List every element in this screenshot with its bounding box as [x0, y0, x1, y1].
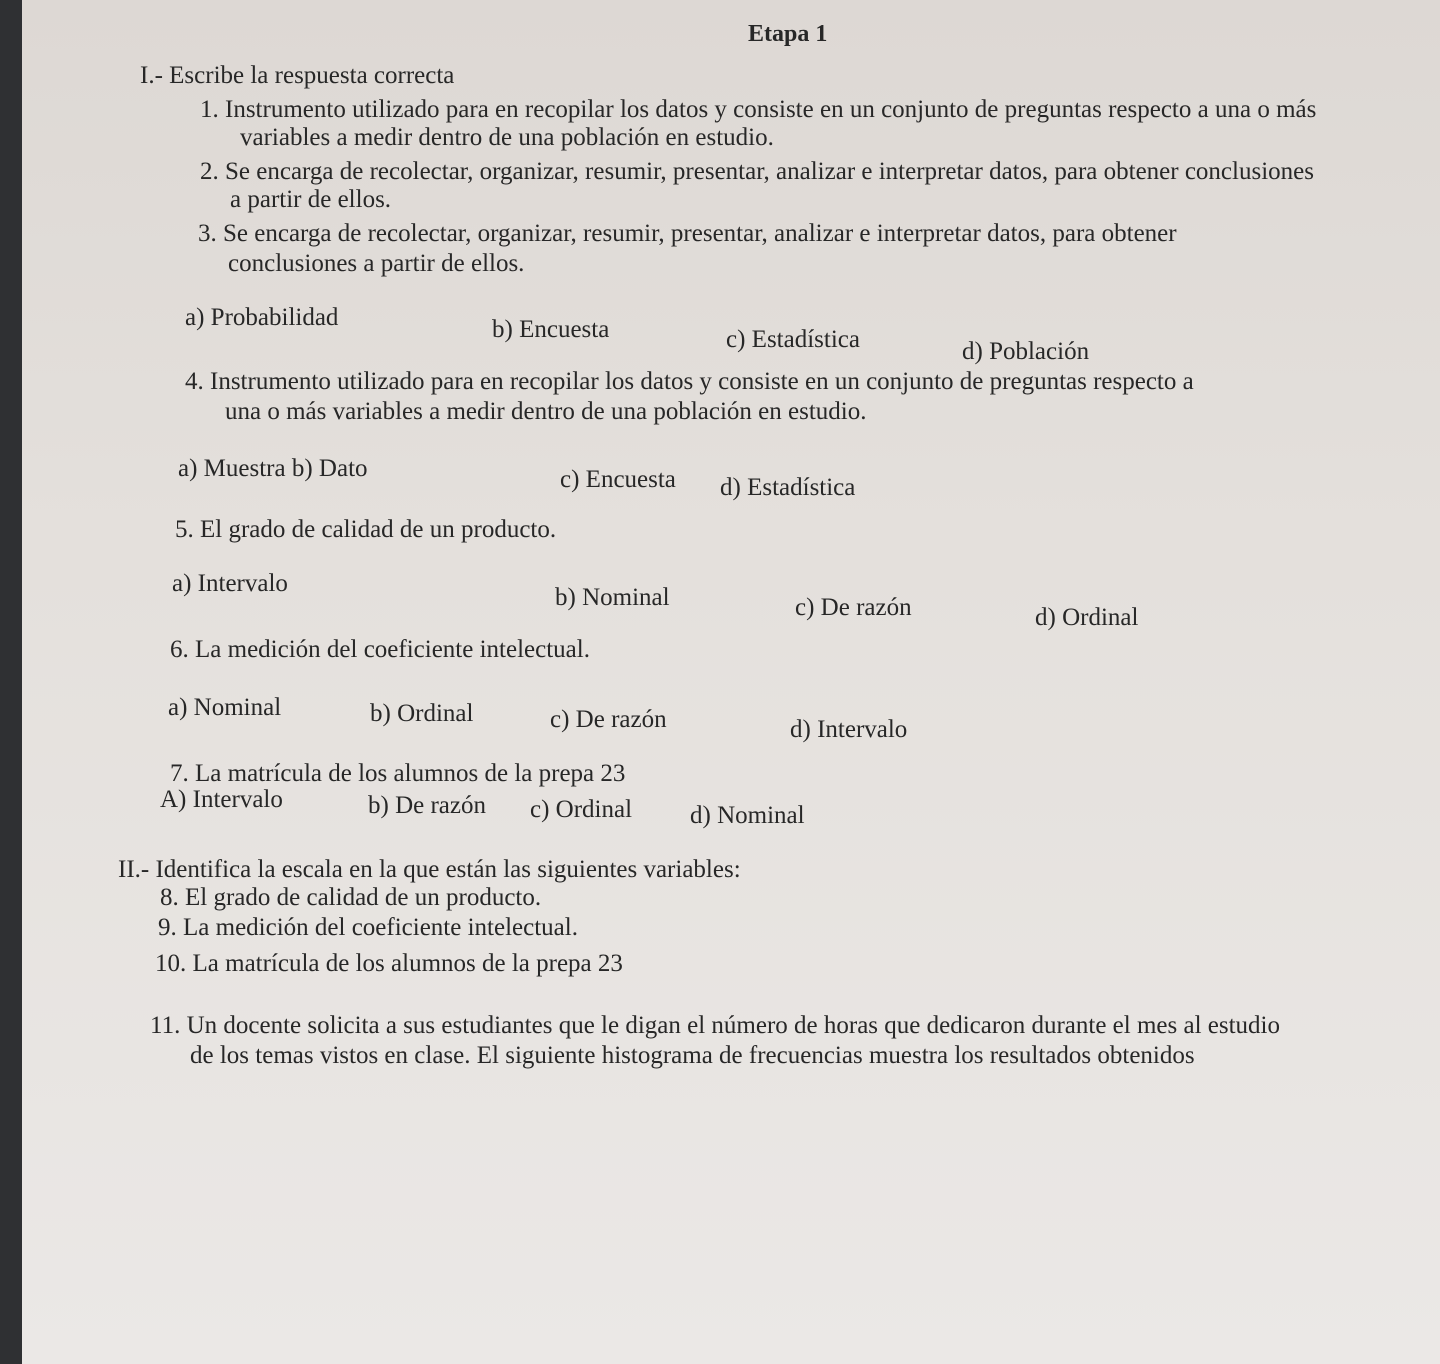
option-5-d: d) Ordinal: [1035, 604, 1139, 631]
section-2-heading: II.- Identifica la escala en la que están las siguientes variables:: [118, 856, 741, 883]
question-5: 5. El grado de calidad de un producto.: [175, 516, 557, 543]
option-5-a: a) Intervalo: [172, 570, 288, 597]
question-11-line-1: 11. Un docente solicita a sus estudiantes que le digan el número de horas que dedicaron durante el mes al estudio: [150, 1012, 1280, 1039]
question-4-line-1: 4. Instrumento utilizado para en recopilar los datos y consiste en un conjunto de preguntas respecto a: [185, 368, 1194, 395]
question-1-line-1: 1. Instrumento utilizado para en recopilar los datos y consiste en un conjunto de preguntas respecto a una o más: [200, 96, 1317, 123]
option-6-a: a) Nominal: [168, 694, 282, 721]
question-3-line-1: 3. Se encarga de recolectar, organizar, resumir, presentar, analizar e interpretar datos, para obtener: [198, 220, 1177, 247]
question-10: 10. La matrícula de los alumnos de la prepa 23: [155, 950, 623, 977]
option-1-c: c) Estadística: [726, 326, 860, 353]
question-2-line-1: 2. Se encarga de recolectar, organizar, resumir, presentar, analizar e interpretar datos, para obtener conclusiones: [200, 158, 1314, 185]
option-7-a: A) Intervalo: [160, 786, 283, 813]
option-5-b: b) Nominal: [555, 584, 670, 611]
option-1-d: d) Población: [962, 338, 1090, 365]
option-7-c: c) Ordinal: [530, 796, 633, 823]
option-4-d: d) Estadística: [720, 474, 856, 501]
option-4-ab: a) Muestra b) Dato: [178, 455, 368, 482]
option-4-c: c) Encuesta: [560, 466, 676, 493]
question-7: 7. La matrícula de los alumnos de la prepa 23: [170, 760, 626, 787]
question-3-line-2: conclusiones a partir de ellos.: [228, 250, 525, 277]
option-6-b: b) Ordinal: [370, 700, 474, 727]
option-1-a: a) Probabilidad: [185, 304, 339, 331]
option-6-d: d) Intervalo: [790, 716, 908, 743]
question-11-line-2: de los temas vistos en clase. El siguiente histograma de frecuencias muestra los resultados obtenidos: [190, 1042, 1195, 1069]
question-1-line-2: variables a medir dentro de una población en estudio.: [240, 124, 774, 151]
section-1-heading: I.- Escribe la respuesta correcta: [140, 62, 455, 89]
option-7-b: b) De razón: [368, 792, 486, 819]
page-title: Etapa 1: [748, 21, 828, 47]
option-6-c: c) De razón: [550, 706, 667, 733]
question-8: 8. El grado de calidad de un producto.: [160, 884, 542, 911]
question-4-line-2: una o más variables a medir dentro de una población en estudio.: [225, 398, 867, 425]
option-7-d: d) Nominal: [690, 802, 805, 829]
option-5-c: c) De razón: [795, 594, 912, 621]
question-2-line-2: a partir de ellos.: [230, 186, 392, 213]
question-6: 6. La medición del coeficiente intelectual.: [170, 636, 590, 663]
option-1-b: b) Encuesta: [492, 316, 610, 343]
question-9: 9. La medición del coeficiente intelectual.: [158, 914, 578, 941]
